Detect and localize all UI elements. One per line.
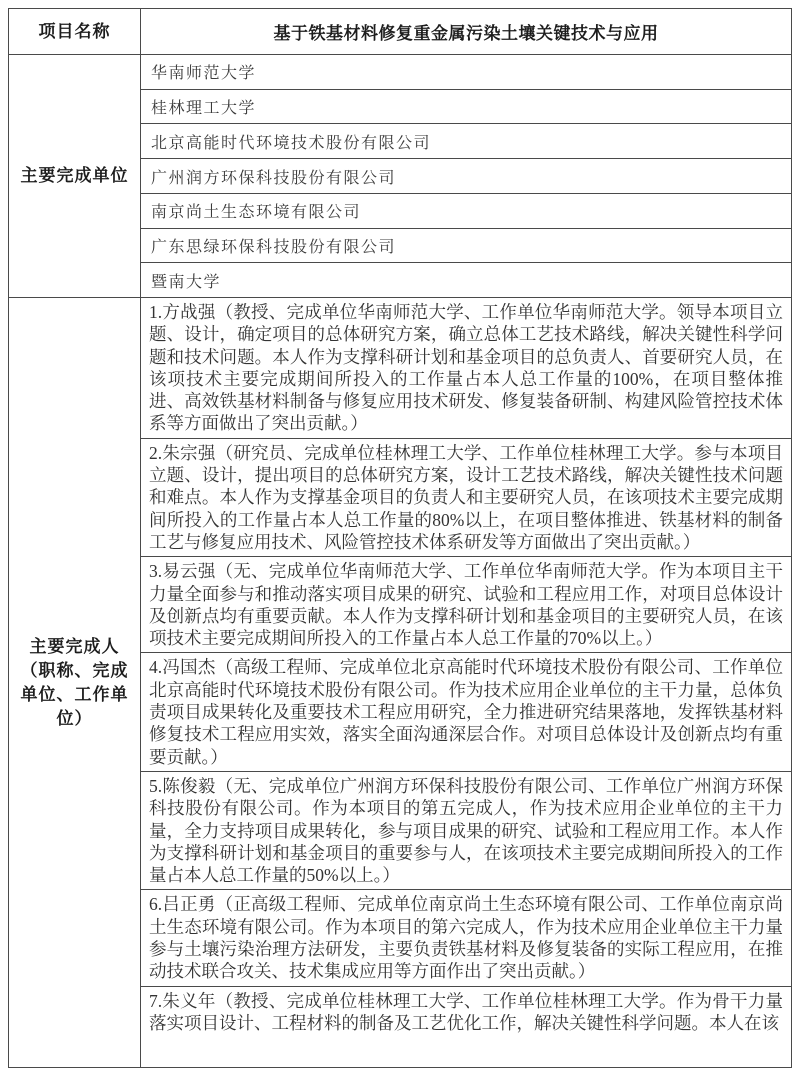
completer-item: 6.吕正勇（正高级工程师、完成单位南京尚土生态环境有限公司、工作单位南京尚土生态环境有限公司。作为本项目的第六完成人，作为技术应用企业单位主干力量参与土壤污染治理方法研发，主要负责铁基材料及修复装备的实际工程应用，在推动技术联合攻关、技术集成应用等方面作出了突出贡献。）	[141, 889, 791, 985]
project-name-value: 基于铁基材料修复重金属污染土壤关键技术与应用	[273, 24, 659, 43]
unit-item: 桂林理工大学	[141, 89, 791, 124]
project-name-row	[9, 9, 791, 54]
completing-units-label: 主要完成单位	[9, 55, 141, 297]
completers-list	[141, 298, 791, 1067]
completers-label-title: 主要完成人	[29, 636, 120, 656]
completing-units-list	[141, 55, 791, 297]
unit-item: 华南师范大学	[151, 65, 257, 83]
unit-item: 广东思绿环保科技股份有限公司	[141, 228, 791, 263]
completing-units-row	[9, 54, 791, 297]
unit-item: 广州润方环保科技股份有限公司	[141, 158, 791, 193]
unit-item: 北京高能时代环境技术股份有限公司	[141, 123, 791, 158]
unit-item: 南京尚土生态环境有限公司	[141, 193, 791, 228]
document-table	[8, 8, 792, 1068]
completer-item: 4.冯国杰（高级工程师、完成单位北京高能时代环境技术股份有限公司、工作单位北京高能时代环境技术股份有限公司。作为技术应用企业单位的主干力量，总体负责项目成果转化及重要技术工程应用研究，全力推进研究结果落地，发挥铁基材料修复技术工程应用实效，落实全面沟通深层合作。对项目总体设计及创新点均有重要贡献。）	[141, 652, 791, 770]
unit-item: 暨南大学	[141, 262, 791, 297]
completers-label-sub: （职称、完成单位、工作单位）	[20, 660, 129, 728]
completer-item: 1.方战强（教授、完成单位华南师范大学、工作单位华南师范大学。领导本项目立题、设计，确定项目的总体研究方案，确立总体工艺技术路线，解决关键性科学问题和技术问题。本人作为支撑科研计划和基金项目的总负责人、首要研究人员，在该项技术主要完成期间所投入的工作量占本人总工作量的100%，在项目整体推进、高效铁基材料制备与修复应用技术研发、修复装备研制、构建风险管控技术体系等方面做出了突出贡献。）	[149, 302, 783, 434]
completer-item: 3.易云强（无、完成单位华南师范大学、工作单位华南师范大学。作为本项目主干力量全面参与和推动落实项目成果的研究、试验和工程应用工作，对项目总体设计及创新点均有重要贡献。本人作为支撑科研计划和基金项目的主要研究人员，在该项技术主要完成期间所投入的工作量占本人总工作量的70%以上。）	[141, 556, 791, 652]
project-name-label: 项目名称	[9, 9, 141, 54]
completer-item: 7.朱义年（教授、完成单位桂林理工大学、工作单位桂林理工大学。作为骨干力量落实项目设计、工程材料的制备及工艺优化工作，解决关键性科学问题。本人在该	[141, 986, 791, 1038]
completer-item: 2.朱宗强（研究员、完成单位桂林理工大学、工作单位桂林理工大学。参与本项目立题、设计，提出项目的总体研究方案，设计工艺技术路线，解决关键性技术问题和难点。本人作为支撑基金项目的负责人和主要研究人员，在该项技术主要完成期间所投入的工作量占本人总工作量的80%以上，在项目整体推进、铁基材料的制备工艺与修复应用技术、风险管控技术体系研发等方面做出了突出贡献。）	[141, 438, 791, 556]
completers-row	[9, 297, 791, 1067]
completers-label	[9, 298, 141, 1067]
completer-item: 5.陈俊毅（无、完成单位广州润方环保科技股份有限公司、工作单位广州润方环保科技股份有限公司。作为本项目的第五完成人，作为技术应用企业单位的主干力量，全力支持项目成果转化，参与项目成果的研究、试验和工程应用工作。本人作为支撑科研计划和基金项目的重要参与人，在该项技术主要完成期间所投入的工作量占本人总工作量的50%以上。）	[141, 771, 791, 889]
